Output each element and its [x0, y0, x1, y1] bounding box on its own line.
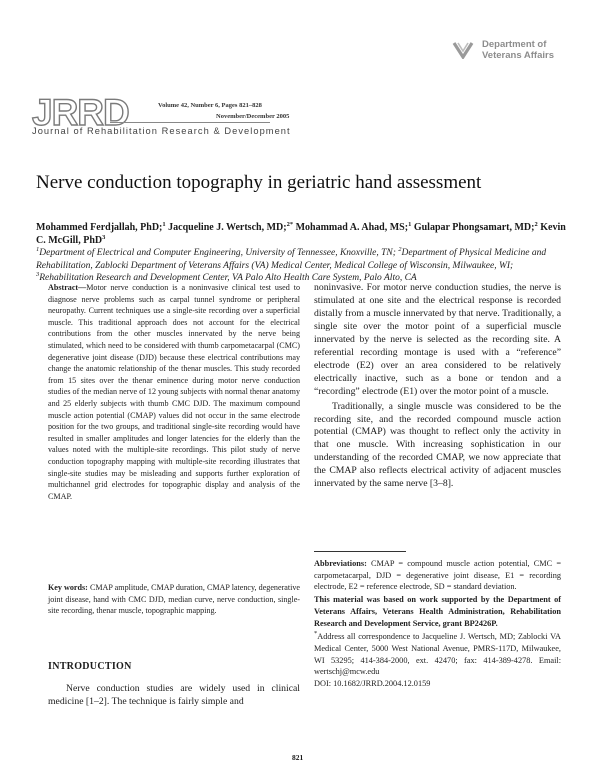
- affiliation: Department of Physical Medicine and Rehabilitation, Zablocki Department of Veterans Affairs (VA) Medical Center, Medical College of Wisconsin, Milwaukee, WI;: [36, 248, 547, 271]
- jrrd-logo: JRRD: [32, 92, 129, 133]
- affiliations: [36, 247, 571, 285]
- affiliation: Rehabilitation Research and Development Center, VA Palo Alto Health Care System, Palo Alto, CA: [39, 273, 417, 283]
- author-name: Gulapar Phongsamart, MD;: [411, 222, 535, 233]
- affil-mark: 1: [36, 246, 40, 253]
- va-logo-text: [482, 40, 554, 61]
- footnote-rule: [314, 551, 406, 552]
- introduction-heading: INTRODUCTION: [48, 661, 132, 672]
- abbreviations-note: [314, 558, 561, 593]
- body-paragraph: noninvasive. For motor nerve conduction studies, the nerve is stimulated at one site and the electrical response is recorded distally from a muscle innervated by that nerve. Traditionally, a single site over the motor point of a superficial muscle innervated by the nerve is selected as the recording site. A referential recording montage is used with a “reference” electrode (E2) over an area considered to be relatively electrically inactive, such as a bone or tendon and a “recording” electrode (E1) over the motor point of a muscle.: [314, 282, 561, 397]
- va-logo-line2: Veterans Affairs: [482, 49, 554, 61]
- doi: DOI: 10.1682/JRRD.2004.12.0159: [314, 679, 431, 689]
- correspondence-mark: *: [314, 630, 318, 638]
- abstract: [48, 282, 300, 502]
- keywords: [48, 582, 300, 617]
- author-affil-mark: 1: [408, 221, 412, 228]
- affil-mark: 2: [398, 246, 402, 253]
- abstract-text: Motor nerve conduction is a noninvasive clinical test used to diagnose nerve problems such as carpal tunnel syndrome or peripheral neuropathy. Current techniques use a single-site recording over a superficial muscle. This traditional approach does not account for the electrical contributions from the other muscles innervated by the nerve being stimulated, which need to be considered with thumb carpometacarpal (CMC) degenerative joint disease (DJD) because these electrical contributions may change the anatomic relationship of the thenar muscles. This study recorded from 15 sites over the thenar eminence during motor nerve conduction studies of the median nerve of 12 young subjects with normal thenar anatomy and 25 elderly subjects with thumb CMC DJD. The maximum compound muscle action potential (CMAP) values did not occur in the same electrode position for the two groups, and traditional single-site recording would have resulted in smaller amplitudes and longer latencies for the elderly than the values noted with the multiple-site recordings. This pilot study of nerve conduction topography mapping with multiple-site recording illustrates that single-site studies may be misleading and supports further exploration of multichannel grid electrodes for topographic display and analysis of the CMAP.: [48, 283, 300, 501]
- article-title: Nerve conduction topography in geriatric hand assessment: [36, 172, 482, 193]
- funding-note: This material was based on work supported by the Department of Veterans Affairs, Veterans Health Administration, Rehabilitation Research and Development Service, grant BP2426P.: [314, 595, 561, 628]
- author-name: Kevin C. McGill, PhD: [36, 222, 566, 246]
- keywords-text: CMAP amplitude, CMAP duration, CMAP latency, degenerative joint disease, hand with CMC DJD, median curve, nerve conduction, single-site recording, thenar muscle, topographic mapping.: [48, 583, 300, 616]
- va-seal-icon: [452, 41, 474, 59]
- page-number: 821: [292, 753, 304, 762]
- author-list: [36, 222, 571, 247]
- keywords-label: Key words:: [48, 583, 88, 592]
- author-name: Mohammed Ferdjallah, PhD;: [36, 222, 163, 233]
- va-logo: [452, 39, 562, 63]
- author-name: Mohammad A. Ahad, MS;: [293, 222, 409, 233]
- author-affil-mark: 2: [534, 221, 538, 228]
- author-affil-mark: 2*: [286, 221, 294, 228]
- author-affil-mark: 1: [162, 221, 166, 228]
- affil-mark: 3: [36, 271, 40, 278]
- volume-info: Volume 42, Number 6, Pages 821–828: [158, 102, 262, 109]
- correspondence-note: [314, 631, 561, 678]
- footnotes: [314, 558, 561, 690]
- abbreviations-text: CMAP = compound muscle action potential, CMC = carpometacarpal, DJD = degenerative joint disease, E1 = recording electrode, E2 = reference electrode, SD = standard deviation.: [314, 559, 561, 592]
- body-right-column: [314, 282, 561, 491]
- introduction-text: Nerve conduction studies are widely used in clinical medicine [1–2]. The technique is fairly simple and: [48, 683, 300, 707]
- va-logo-line1: Department of: [482, 39, 547, 50]
- issue-date: November/December 2005: [216, 113, 290, 120]
- affiliation: Department of Electrical and Computer Engineering, University of Tennessee, Knoxville, TN;: [39, 248, 399, 258]
- author-affil-mark: 3: [102, 233, 106, 241]
- abbreviations-label: Abbreviations:: [314, 559, 367, 568]
- correspondence-text: Address all correspondence to Jacqueline J. Wertsch, MD; Zablocki VA Medical Center, 5000 West National Avenue, PMRS-117D, Milwaukee, WI 53295; 414-384-2000, ext. 42470; fax: 414-389-4278. Email: wertschj@mcw.edu: [314, 632, 561, 677]
- abstract-label: Abstract—: [48, 283, 87, 292]
- body-paragraph: Traditionally, a single muscle was considered to be the recording site, and the recorded compound muscle action potential (CMAP) was thought to reflect only the activity in that one muscle. With increasing sophistication in our understanding of the recorded CMAP, we now appreciate that the CMAP also reflects electrical activity of adjacent muscles innervated by the same nerve [3–8].: [314, 400, 561, 490]
- journal-name: Journal of Rehabilitation Research & Development: [32, 126, 291, 136]
- author-name: Jacqueline J. Wertsch, MD;: [165, 222, 287, 233]
- masthead-rule: [110, 122, 270, 123]
